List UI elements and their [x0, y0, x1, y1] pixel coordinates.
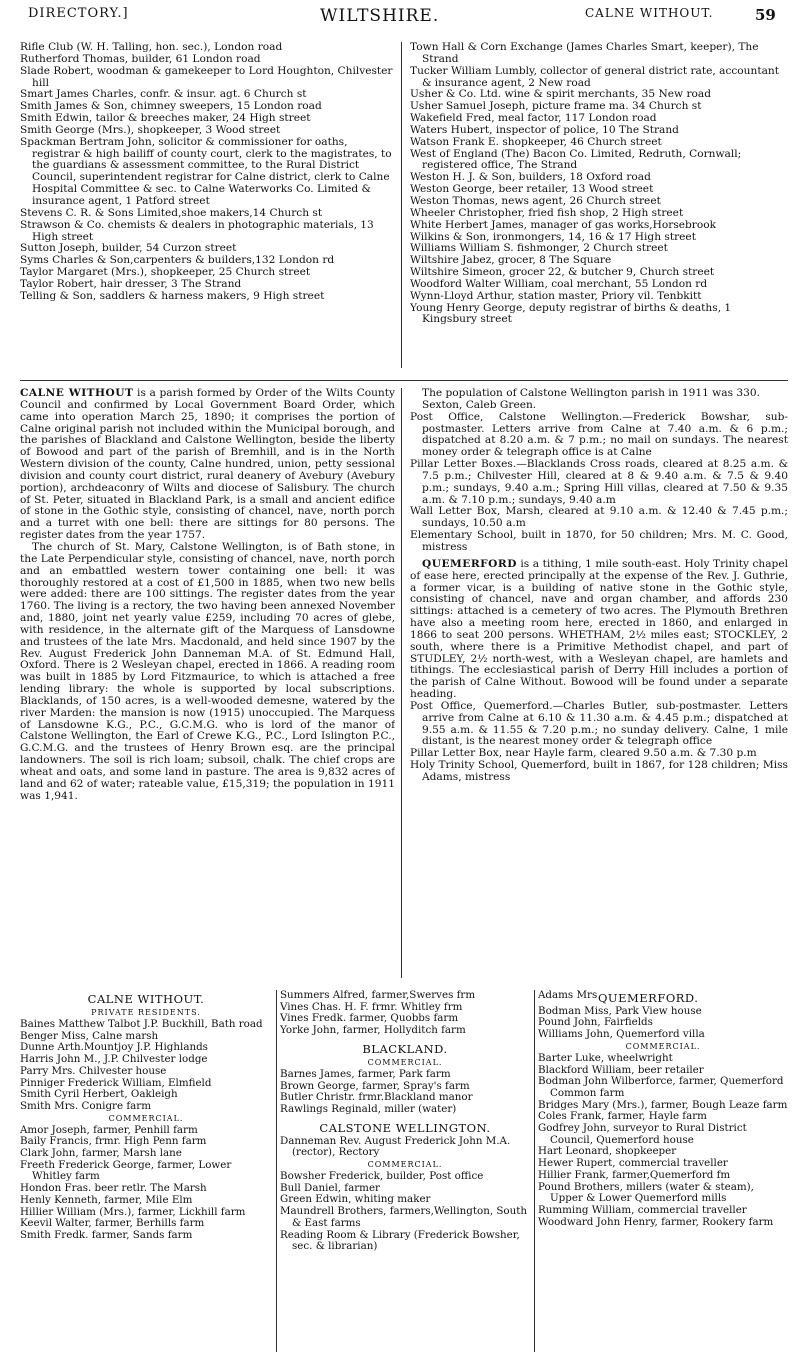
commercial-entry: Smith Fredk. farmer, Sands farm [20, 1228, 193, 1241]
private-residents-label: PRIVATE RESIDENTS. [91, 1008, 201, 1017]
commercial-entry: Clark John, farmer, Marsh lane [20, 1147, 182, 1160]
directory-entry: Smith Edwin, tailor & breeches maker, 24 High street [20, 112, 311, 125]
resident-entry: Harris John M., J.P. Chilvester lodge [20, 1053, 208, 1066]
quemerford-residents [538, 990, 788, 1352]
resident-entry: Pound John, Fairfields [538, 1016, 653, 1029]
commercial-entry: Godfrey John, surveyor to Rural District Council, Quemerford house [538, 1122, 747, 1146]
directory-entry: Williams William S. fishmonger, 2 Church street [410, 242, 668, 255]
commercial-entry: Bowsher Frederick, builder, Post office [280, 1170, 484, 1183]
commercial-entry: Coles Frank, farmer, Hayle farm [538, 1110, 707, 1123]
population-note: The population of Calstone Wellington parish in 1911 was 330. [422, 388, 760, 399]
directory-entry: Syms Charles & Son,carpenters & builders,132 London rd [20, 254, 335, 267]
commercial-entry: Woodward John Henry, farmer, Rookery farm [538, 1215, 774, 1228]
directory-entry: Wiltshire Jabez, grocer, 8 The Square [410, 254, 612, 267]
commercial-entry: Maundrell Brothers, farmers,Wellington, South & East farms [280, 1205, 528, 1229]
wall-letter-box: Wall Letter Box, Marsh, cleared at 9.10 a.m. & 12.40 & 7.45 p.m.; sundays, 10.50 a.m [410, 505, 788, 530]
page-header [0, 0, 800, 26]
commercial-label: COMMERCIAL. [367, 1160, 443, 1170]
commercial-entry: Green Edwin, whiting maker [280, 1193, 431, 1206]
commercial-entry: Hillier Frank, farmer,Quemerford fm [538, 1168, 731, 1181]
column-divider [401, 388, 402, 978]
directory-entry: Young Henry George, deputy registrar of births & deaths, 1 Kingsbury street [410, 301, 732, 326]
commercial-entry: Vines Chas. H. F. frmr. Whitley frm [280, 1000, 463, 1013]
directory-entry: Strawson & Co. chemists & dealers in photographic materials, 13 High street [20, 218, 374, 243]
commercial-entry: Yorke John, farmer, Hollyditch farm [280, 1024, 466, 1037]
blackland-calstone-residents [280, 990, 530, 1352]
description-para-2: The church of St. Mary, Calstone Wellington, is of Bath stone, in the Late Perpendicular style, consisting of chancel, nave, north porch and an embattled western tower containing one bell: it was thoroughly restored at a cost of £1,500 in 1885, when two new bells were added: there are 100 sittings. The register dates from the year 1760. The living is a rectory, the two having been annexed November and, 1880, joint net yearly value £259, including 70 acres of glebe, with residence, in the alternate gift of the Marquess of Lansdowne and trustees of the late Mrs. Macdonald, and held since 1907 by the Rev. August Frederick John Danneman M.A. of St. Edmund Hall, Oxford. There is 2 Wesleyan chapel, erected in 1866. A reading room was built in 1885 by Lord Fitzmaurice, to which is attached a free lending library: the whole is supported by local subscriptions. Blacklands, of 150 acres, is a well-wooded demesne, watered by the river Marden: the mansion is now (1915) unoccupied. The Marquess of Lansdowne K.G., P.C., G.C.M.G. who is lord of the manor of Calstone Wellington, the Earl of Crewe K.G., P.C., Lord Islington P.C., G.C.M.G. and the trustees of Henry Brown esq. are the principal landowners. The soil is rich loam; subsoil, chalk. The chief crops are wheat and oats, and some land in pasture. The area is 9,832 acres of land and 62 of water; rateable value, £15,319; the population in 1911 was 1,941. [20, 540, 395, 802]
resident-entry: Parry Mrs. Chilvester house [20, 1064, 167, 1077]
commercial-entry: Baily Francis, frmr. High Penn farm [20, 1135, 207, 1148]
resident-entry: Smith Mrs. Conigre farm [20, 1099, 151, 1112]
parish-name: CALNE WITHOUT [20, 388, 134, 399]
commercial-label: COMMERCIAL. [367, 1057, 443, 1067]
directory-entry: Wynn-Lloyd Arthur, station master, Priory vil. Tenbkitt [410, 289, 702, 302]
resident-entry: Williams John, Quemerford villa [538, 1028, 705, 1041]
commercial-entry: Freeth Frederick George, farmer, Lower Whitley farm [20, 1158, 232, 1183]
quemerford-school: Holy Trinity School, Quemerford, built in 1867, for 128 children; Miss Adams, mistress [410, 759, 788, 783]
directory-entry: White Herbert James, manager of gas works,Horsebrook [410, 218, 717, 231]
section-rule [20, 380, 788, 381]
quemerford-pillar-box: Pillar Letter Box, near Hayle farm, cleared 9.50 a.m. & 7.30 p.m [410, 747, 757, 760]
directory-entry: Smart James Charles, confr. & insur. agt. 6 Church st [20, 88, 307, 101]
resident-entry: Dunne Arth.Mountjoy J.P. Highlands [20, 1041, 208, 1054]
commercial-entry: Brown George, farmer, Spray's farm [280, 1079, 470, 1092]
description-para-1: is a parish formed by Order of the Wilts County Council and confirmed by Local Government Board Order, which came into operation March 25, 1890; it comprises the portion of Calne original parish not included within the Municipal borough, and the parishes of Blackland and Calstone Wellington, beside the liberty of Bowood and part of the parish of Bremhill, and is in the North Western division of the county, Calne hundred, union, petty sessional division and county court district, rural deanery of Avebury (Avebury portion), archdeaconry of Wilts and diocese of Salisbury. The church of St. Peter, situated in Blackland Park, is a small and ancient edifice of stone in the Gothic style, consisting of chancel, nave, north porch and a turret with one bell: there are sittings for 80 persons. The register dates from the year 1757. [20, 388, 395, 542]
directory-entry: Usher & Co. Ltd. wine & spirit merchants, 35 New road [410, 88, 711, 101]
directory-entry: Taylor Robert, hair dresser, 3 The Strand [20, 277, 242, 290]
directory-entry: Wheeler Christopher, fried fish shop, 2 High street [410, 206, 684, 219]
directory-entry: Watson Frank E. shopkeeper, 46 Church street [410, 135, 662, 148]
commercial-entry: Barter Luke, wheelwright [538, 1051, 673, 1064]
directory-entry: West of England (The) Bacon Co. Limited, Redruth, Cornwall; registered office, The Strand [410, 147, 742, 172]
directory-entry: Smith James & Son, chimney sweepers, 15 London road [20, 100, 322, 113]
section-title-quemerford: QUEMERFORD. [598, 990, 699, 1005]
commercial-entry: Barnes James, farmer, Park farm [280, 1067, 451, 1080]
resident-entry: Benger Miss, Calne marsh [20, 1029, 159, 1042]
commercial-entry: Amor Joseph, farmer, Penhill farm [20, 1123, 198, 1136]
commercial-entry: Rumming William, commercial traveller [538, 1203, 747, 1216]
column-divider [401, 42, 402, 368]
directory-entry: Rutherford Thomas, builder, 61 London road [20, 52, 261, 65]
section-title-calstone: CALSTONE WELLINGTON. [319, 1120, 491, 1135]
commercial-entry: Bodman John Wilberforce, farmer, Quemerford Common farm [538, 1075, 784, 1099]
quemerford-description: is a tithing, 1 mile south-east. Holy Trinity chapel of ease here, erected principally at the expense of the Rev. J. Guthrie, a former vicar, is a building of native stone in the Gothic style, consisting of chancel, nave and organ chamber, and affords 230 sittings: attached is a cemetery of two acres. The Plymouth Brethren have also a meeting room here, erected in 1860, and enlarged in 1866 to seat 200 persons. WHETHAM, 2½ miles east; STOCKLEY, 2 south, where there is a Primitive Methodist chapel, and part of STUDLEY, 2½ north-west, with a Wesleyan chapel, are hamlets and tithings. The ecclesiastical parish of Derry Hill includes a portion of the parish of Calne Without. Bowood will be found under a separate heading. [410, 557, 788, 701]
directory-entry: Town Hall & Corn Exchange (James Charles Smart, keeper), The Strand [410, 42, 759, 65]
directory-entry: Taylor Margaret (Mrs.), shopkeeper, 25 Church street [20, 266, 311, 279]
commercial-entry: Blackford William, beer retailer [538, 1063, 704, 1076]
directory-entry: Wakefield Fred, meal factor, 117 London road [410, 112, 657, 125]
elementary-school: Elementary School, built in 1870, for 50 children; Mrs. M. C. Good, mistress [410, 529, 788, 553]
commercial-entry: Hart Leonard, shopkeeper [538, 1145, 677, 1158]
commercial-entry: Hewer Rupert, commercial traveller [538, 1157, 728, 1170]
column-divider [276, 990, 277, 1352]
directory-entry: Stevens C. R. & Sons Limited,shoe makers,14 Church st [20, 206, 323, 219]
directory-entry: Smith George (Mrs.), shopkeeper, 3 Wood street [20, 123, 281, 136]
commercial-entry: Hondon Fras. beer retlr. The Marsh [20, 1182, 207, 1195]
resident-entry: Bodman Miss, Park View house [538, 1004, 702, 1017]
directory-entry: Wiltshire Simeon, grocer 22, & butcher 9, Church street [410, 266, 715, 279]
commercial-entry: Keevil Walter, farmer, Berhills farm [20, 1217, 205, 1230]
section-title-blackland: BLACKLAND. [362, 1041, 448, 1056]
directory-entry: Tucker William Lumbly, collector of general district rate, accountant & insurance agent, 2 New road [410, 64, 779, 89]
directory-entry: Woodford Walter William, coal merchant, 55 London rd [410, 277, 708, 290]
quemerford-name: QUEMERFORD [422, 557, 517, 570]
directory-entry: Weston George, beer retailer, 13 Wood street [410, 183, 654, 196]
directory-entry: Usher Samuel Joseph, picture frame ma. 34 Church st [410, 100, 702, 113]
commercial-entry: Vines Fredk. farmer, Quobbs farm [280, 1012, 459, 1025]
commercial-label: COMMERCIAL. [108, 1113, 184, 1123]
resident-entry: Smith Cyril Herbert, Oakleigh [20, 1088, 178, 1101]
parish-services [410, 388, 788, 978]
header-parish: CALNE WITHOUT. [585, 6, 714, 20]
commercial-entry: Bull Daniel, farmer [280, 1181, 380, 1194]
resident-entry: Danneman Rev. August Frederick John M.A. (rector), Rectory [280, 1134, 511, 1159]
commercial-entry: Summers Alfred, farmer,Swerves frm [280, 990, 476, 1001]
sexton-note: Sexton, Caleb Green. [422, 398, 537, 411]
directory-entry: Telling & Son, saddlers & harness makers, 9 High street [20, 289, 325, 302]
pillar-letter-boxes: Pillar Letter Boxes.—Blacklands Cross roads, cleared at 8.25 a.m. & 7.5 p.m.; Chilvester Hill, cleared at 8 & 9.40 a.m. & 7.5 & 9.40 p.m.; sundays, 9.40 a.m.; Spring Hill villas, cleared at 7.50 & 9.35 a.m. & 7.10 p.m.; sundays, 9.40 a.m [410, 458, 788, 506]
section-title-calne-without: CALNE WITHOUT. [87, 992, 205, 1006]
calne-listing-left [20, 42, 395, 368]
commercial-entry: Reading Room & Library (Frederick Bowsher, sec. & librarian) [280, 1228, 520, 1253]
commercial-entry: Hillier William (Mrs.), farmer, Lickhill farm [20, 1205, 246, 1218]
parish-description [20, 388, 395, 978]
directory-entry: Wilkins & Son, ironmongers, 14, 16 & 17 High street [410, 230, 696, 243]
commercial-entry: Butler Christr. frmr.Blackland manor [280, 1091, 473, 1104]
calne-without-residents [20, 990, 272, 1352]
directory-entry: Spackman Bertram John, solicitor & commissioner for oaths, registrar & high bailiff of county court, clerk to the magistrates, to the guardians & assessment committee, to the Rural District Council, superintendent registrar for Calne district, clerk to Calne Hospital Committee & sec. to Calne Waterworks Co. Limited & insurance agent, 1 Patford street [20, 135, 392, 207]
directory-entry: Sutton Joseph, builder, 54 Curzon street [20, 242, 237, 255]
page-number: 59 [755, 6, 776, 24]
commercial-entry: Adams Mrs [538, 990, 598, 1001]
resident-entry: Baines Matthew Talbot J.P. Buckhill, Bath road [20, 1018, 263, 1030]
directory-entry: Waters Hubert, inspector of police, 10 The Strand [410, 123, 679, 136]
column-divider [534, 990, 535, 1352]
calne-listing-right [410, 42, 788, 376]
directory-entry: Weston Thomas, news agent, 26 Church street [410, 194, 661, 207]
commercial-entry: Pound Brothers, millers (water & steam), Upper & Lower Quemerford mills [538, 1180, 754, 1205]
post-office-calstone: Post Office, Calstone Wellington.—Frederick Bowshar, sub-postmaster. Letters arrive from Calne at 7.40 a.m. & 6 p.m.; dispatched at 8.20 a.m. & 7 p.m.; no mail on sundays. The nearest money order & telegraph office is at Calne [410, 410, 788, 459]
commercial-entry: Henly Kenneth, farmer, Mile Elm [20, 1193, 193, 1206]
header-county: WILTSHIRE. [320, 6, 440, 26]
resident-entry: Pinniger Frederick William, Elmfield [20, 1076, 212, 1089]
commercial-label: COMMERCIAL. [625, 1041, 701, 1051]
directory-entry: Rifle Club (W. H. Talling, hon. sec.), London road [20, 42, 283, 53]
post-office-quemerford: Post Office, Quemerford.—Charles Butler, sub-postmaster. Letters arrive from Calne at 6.10 & 11.30 a.m. & 4.45 p.m.; dispatched at 9.55 a.m. & 11.55 & 7.20 p.m.; no sunday delivery. Calne, 1 mile distant, is the nearest money order & telegraph office [410, 699, 788, 748]
directory-entry: Weston H. J. & Son, builders, 18 Oxford road [410, 171, 651, 184]
header-section-title: DIRECTORY.] [28, 6, 129, 21]
commercial-entry: Rawlings Reginald, miller (water) [280, 1102, 457, 1115]
commercial-entry: Bridges Mary (Mrs.), farmer, Bough Leaze farm [538, 1098, 788, 1111]
directory-entry: Slade Robert, woodman & gamekeeper to Lord Houghton, Chilvester hill [20, 64, 393, 89]
